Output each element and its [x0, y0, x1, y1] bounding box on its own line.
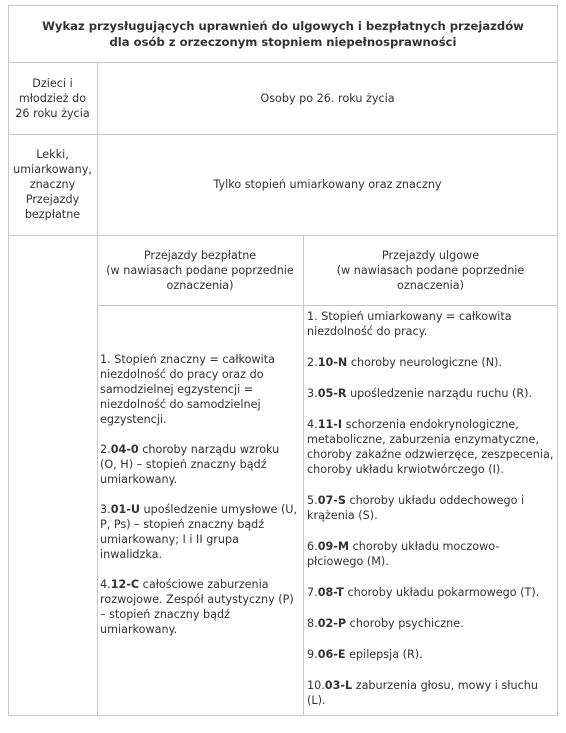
header-line: (w nawiasach podane poprzednie — [336, 263, 525, 277]
list-item — [100, 502, 300, 562]
list-item-number: 4. — [100, 578, 111, 591]
list-item — [307, 539, 555, 569]
list-item-number: 3. — [100, 503, 111, 516]
list-item — [100, 352, 300, 427]
header-line: oznaczenia) — [166, 278, 234, 292]
free-rides-list — [100, 352, 300, 652]
list-item — [307, 493, 555, 523]
list-item-line: rozwojowe. Zespół autystyczny (P) — [100, 593, 294, 606]
header-reduced-rides — [303, 235, 558, 305]
list-item-text: choroby psychiczne. — [346, 617, 464, 630]
list-item-line: inwalidzka. — [100, 548, 163, 561]
list-item-line: (L). — [307, 694, 326, 707]
list-item — [100, 577, 300, 637]
list-item-code: 03-L — [324, 679, 353, 692]
list-item-line: niezdolność do pracy oraz do — [100, 368, 264, 381]
list-item-text: choroby układu moczowo- — [349, 540, 500, 553]
list-item — [307, 647, 555, 662]
list-item-text: zaburzenia głosu, mowy i słuchu — [352, 679, 538, 692]
cell-adults-over-26 — [97, 62, 558, 134]
list-item-code: 01-U — [110, 503, 140, 516]
list-item-line: 1. Stopień znaczny = całkowita — [100, 353, 275, 366]
list-item-code: 09-M — [317, 540, 350, 553]
list-item-text: epilepsja (R). — [345, 648, 423, 661]
list-item — [307, 585, 555, 600]
list-item-line: choroby układu krwiotwórczego (I). — [307, 463, 504, 476]
list-item — [307, 616, 555, 631]
cell-text-line: bezpłatne — [24, 208, 81, 221]
list-item-code: 07-S — [317, 494, 346, 507]
list-item-code: 04-0 — [110, 443, 139, 456]
cell-text: Tylko stopień umiarkowany oraz znaczny — [213, 178, 442, 191]
cell-degrees-free — [8, 134, 97, 235]
list-item-code: 08-T — [317, 586, 344, 599]
header-line: Przejazdy ulgowe — [381, 248, 480, 262]
list-item-line: (O, H) – stopień znaczny bądź — [100, 458, 267, 471]
list-item-line: niezdolność do pracy. — [307, 325, 428, 338]
header-free-rides — [97, 235, 303, 305]
list-item-number: 2. — [307, 356, 318, 369]
list-item-code: 11-I — [317, 418, 343, 431]
list-item-text: upośledzenie umysłowe (U, — [139, 503, 298, 516]
cell-moderate-significant — [97, 134, 558, 235]
cell-text-line: umiarkowany, — [13, 163, 92, 176]
list-item-line: egzystencji. — [100, 413, 167, 426]
cell-text: Osoby po 26. roku życia — [260, 91, 395, 105]
list-item-line: P, Ps) – stopień znaczny bądź — [100, 518, 265, 531]
divider — [303, 235, 304, 716]
table-title — [8, 5, 558, 62]
list-item-number: 6. — [307, 540, 318, 553]
list-item — [307, 678, 555, 708]
list-item-number: 7. — [307, 586, 318, 599]
list-item — [307, 309, 555, 339]
list-item-line: choroby zakaźne odzwierzęce, zeszpecenia, — [307, 448, 554, 461]
cell-text-line: znaczny — [29, 178, 76, 191]
list-item-line: płciowego (M). — [307, 555, 389, 568]
divider — [97, 305, 558, 306]
list-item-code: 10-N — [317, 356, 348, 369]
table-title-line-1: Wykaz przysługujących uprawnień do ulgowych i bezpłatnych przejazdów — [42, 18, 524, 33]
list-item-number: 5. — [307, 494, 318, 507]
list-item-number: 2. — [100, 443, 111, 456]
cell-text-line: Dzieci i — [32, 76, 73, 90]
reduced-rides-list — [307, 309, 555, 708]
list-item — [307, 417, 555, 477]
header-line: (w nawiasach podane poprzednie — [106, 263, 294, 277]
cell-children-youth — [8, 62, 97, 134]
list-item-text: schorzenia endokrynologiczne, — [342, 418, 519, 431]
cell-text-line: młodzież do — [18, 91, 87, 105]
list-item-number: 3. — [307, 387, 318, 400]
list-item-line: umiarkowany; I i II grupa — [100, 533, 239, 546]
list-item-code: 06-E — [317, 648, 346, 661]
list-item — [307, 355, 555, 370]
list-item-line: niezdolność do samodzielnej — [100, 398, 261, 411]
list-item-code: 05-R — [317, 387, 347, 400]
cell-text-line: 26 roku życia — [15, 106, 90, 120]
list-item-text: choroby narządu wzroku — [138, 443, 280, 456]
list-item-number: 10. — [307, 679, 325, 692]
list-item-line: samodzielnej egzystencji = — [100, 383, 254, 396]
list-item-line: metaboliczne, zaburzenia enzymatyczne, — [307, 433, 539, 446]
list-item — [307, 386, 555, 401]
list-item-code: 02-P — [317, 617, 347, 630]
cell-text-line: Przejazdy — [25, 193, 80, 206]
list-item-text: całościowe zaburzenia — [139, 578, 269, 591]
list-item-line: umiarkowany. — [100, 473, 178, 486]
list-item-line: umiarkowany. — [100, 623, 178, 636]
list-item-number: 9. — [307, 648, 318, 661]
list-item-text: choroby neurologiczne (N). — [347, 356, 503, 369]
table-title-line-2: dla osób z orzeczonym stopniem niepełnosprawności — [109, 34, 457, 49]
list-item-number: 4. — [307, 418, 318, 431]
list-item-code: 12-C — [110, 578, 140, 591]
list-item-line: – stopień znaczny bądź — [100, 608, 230, 621]
list-item-text: choroby układu oddechowego i — [345, 494, 525, 507]
header-line: oznaczenia) — [397, 278, 464, 292]
list-item-text: choroby układu pokarmowego (T). — [343, 586, 540, 599]
list-item-text: upośledzenie narządu ruchu (R). — [346, 387, 533, 400]
list-item-line: krążenia (S). — [307, 509, 378, 522]
cell-text-line: Lekki, — [36, 148, 69, 161]
header-line: Przejazdy bezpłatne — [143, 248, 257, 262]
list-item — [100, 442, 300, 487]
list-item-line: 1. Stopień umiarkowany = całkowita — [307, 310, 512, 323]
list-item-number: 8. — [307, 617, 318, 630]
